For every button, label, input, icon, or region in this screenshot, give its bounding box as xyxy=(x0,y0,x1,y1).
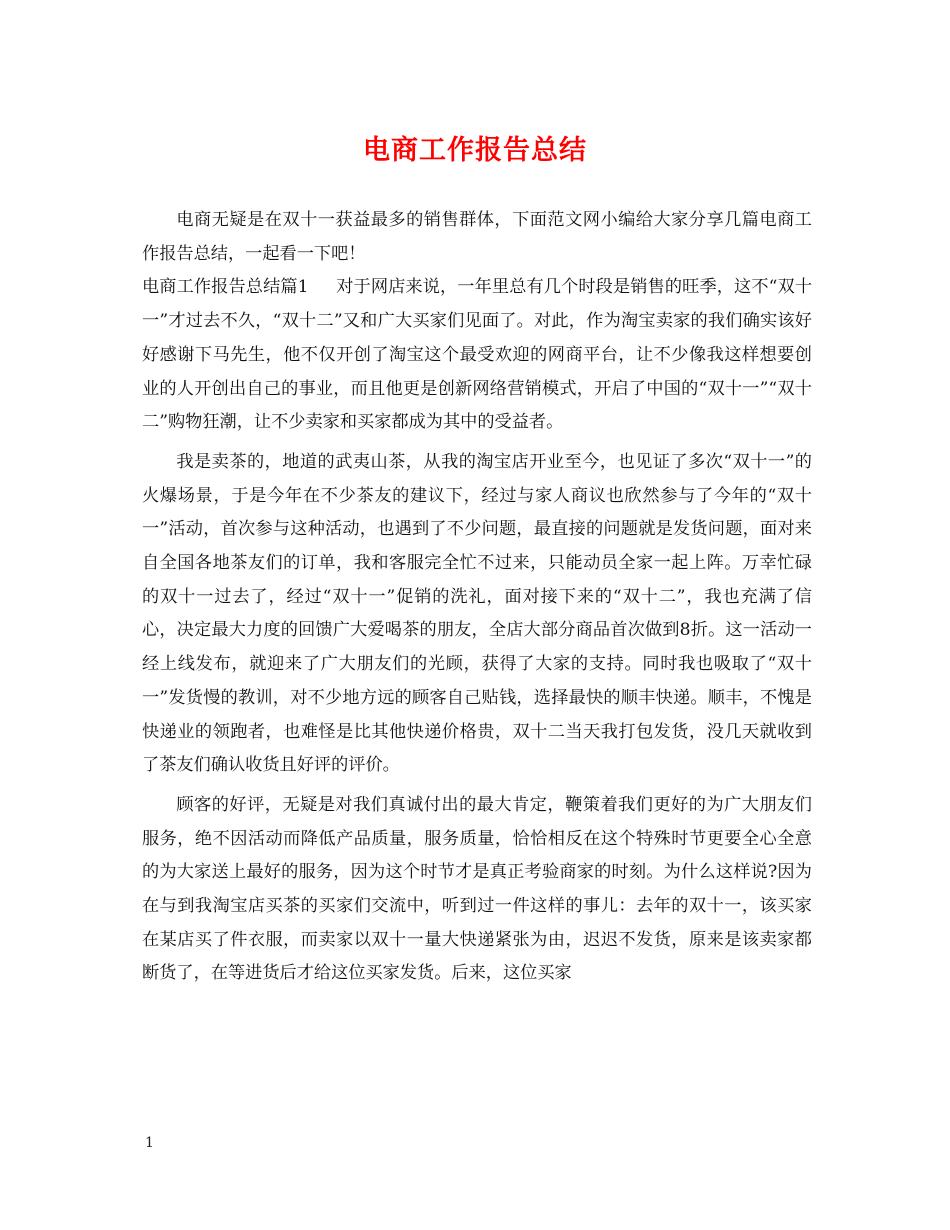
paragraph-3: 顾客的好评，无疑是对我们真诚付出的最大肯定，鞭策着我们更好的为广大朋友们服务，绝不因活动而降低产品质量，服务质量，恰恰相反在这个特殊时节更要全心全意的为大家送上最好的服务，因为这个时节才是真正考验商家的时刻。为什么这样说?因为在与到我淘宝店买茶的买家们交流中，听到过一件这样的事儿：去年的双十一，该买家在某店买了件衣服，而卖家以双十一量大快递紧张为由，迟迟不发货，原来是该卖家都断货了，在等进货后才给这位买家发货。后来，这位买家 xyxy=(142,794,812,984)
paragraph-2: 我是卖茶的，地道的武夷山茶，从我的淘宝店开业至今，也见证了多次“双十一”的火爆场景，于是今年在不少茶友的建议下，经过与家人商议也欣然参与了今年的“双十一”活动，首次参与这种活动，也遇到了不少问题，最直接的问题就是发货问题，面对来自全国各地茶友们的订单，我和客服完全忙不过来，只能动员全家一起上阵。万幸忙碌的双十一过去了，经过“双十一”促销的洗礼，面对接下来的“双十二”，我也充满了信心，决定最大力度的回馈广大爱喝茶的朋友，全店大部分商品首次做到8折。这一活动一经上线发布，就迎来了广大朋友们的光顾，获得了大家的支持。同时我也吸取了“双十一”发货慢的教训，对不少地方远的顾客自己贴钱，选择最快的顺丰快递。顺丰，不愧是快递业的领跑者，也难怪是比其他快递价格贵，双十二当天我打包发货，没几天就收到了茶友们确认收货且好评的评价。 xyxy=(142,451,812,776)
document-body xyxy=(142,204,812,991)
section-1-paragraph xyxy=(142,271,812,440)
document-title: 电商工作报告总结 xyxy=(363,135,587,166)
section-heading: 电商工作报告总结篇1 xyxy=(142,277,309,298)
intro-paragraph: 电商无疑是在双十一获益最多的销售群体，下面范文网小编给大家分享几篇电商工作报告总结，一起看一下吧！ xyxy=(142,210,812,264)
paragraph-1-text: 对于网店来说，一年里总有几个时段是销售的旺季，这不“双十一”才过去不久，“双十二”又和广大买家们见面了。对此，作为淘宝卖家的我们确实该好好感谢下马先生，他不仅开创了淘宝这个最受欢迎的网商平台，让不少像我这样想要创业的人开创出自己的事业，而且他更是创新网络营销模式，开启了中国的“双十一”“双十二”购物狂潮，让不少卖家和买家都成为其中的受益者。 xyxy=(142,277,813,433)
page-number: 1 xyxy=(145,1135,154,1151)
